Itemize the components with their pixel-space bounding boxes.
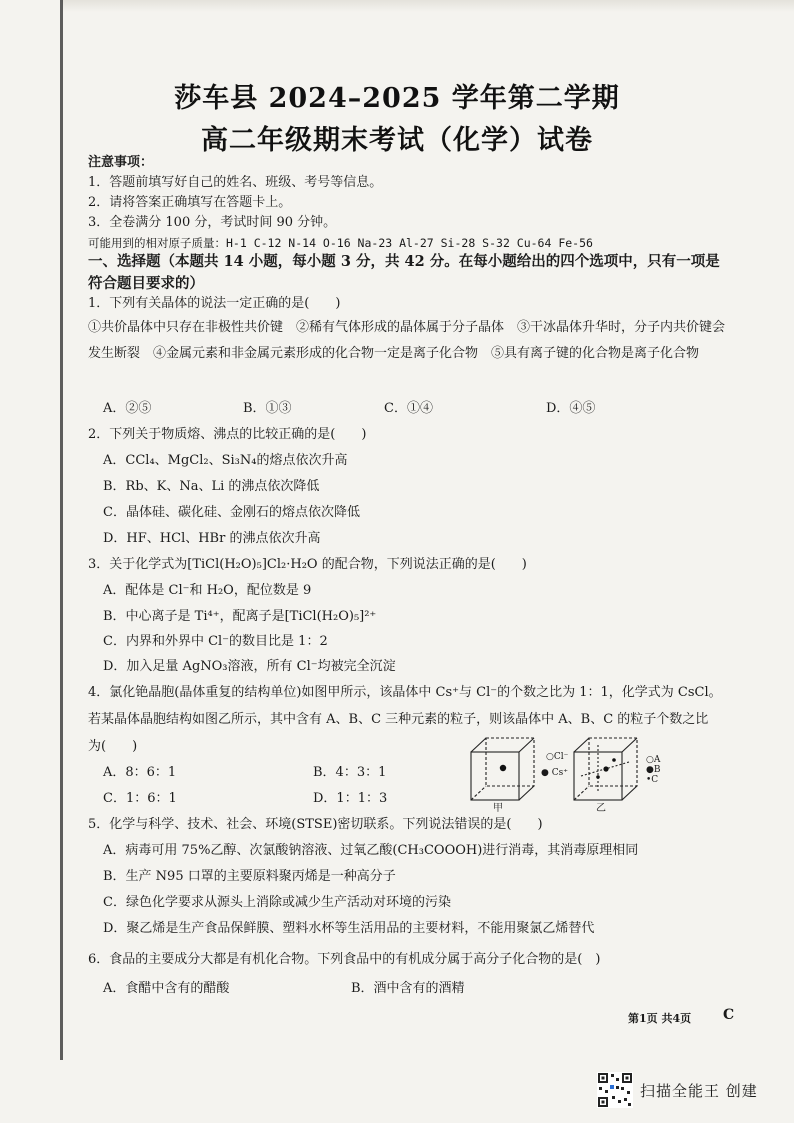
note-item: 2．请将答案正确填写在答题卡上。: [88, 195, 292, 210]
q3-option-d: D．加入足量 AgNO₃溶液，所有 Cl⁻均被完全沉淀: [103, 659, 396, 674]
q6-stem: 6．食品的主要成分大都是有机化合物。下列食品中的有机成分属于高分子化合物的是( ): [88, 952, 601, 967]
cs-ion-dot: [500, 765, 506, 771]
q2-stem: 2．下列关于物质熔、沸点的比较正确的是( ): [88, 427, 367, 442]
b-particle-dot: [603, 766, 608, 771]
q4-option-a: A．8：6：1: [103, 765, 177, 780]
q3-option-b: B．中心离子是 Ti⁴⁺，配离子是[TiCl(H₂O)₅]²⁺: [103, 609, 377, 624]
q4-option-b: B．4：3：1: [313, 765, 387, 780]
q4-option-d: D．1：1：3: [313, 791, 388, 806]
q6-option-b: B．酒中含有的酒精: [351, 981, 465, 996]
q1-stem: 1．下列有关晶体的说法一定正确的是( ): [88, 296, 341, 311]
q4-stem-line3: 为( ): [88, 739, 138, 754]
q2-option-d: D．HF、HCl、HBr 的沸点依次升高: [103, 531, 321, 546]
scan-left-edge: [60, 0, 63, 1060]
q4-option-c: C．1：6：1: [103, 791, 177, 806]
page-mark: C: [723, 1007, 735, 1023]
page-number: 第1页 共4页: [628, 1012, 692, 1025]
exam-title-line2: 高二年级期末考试（化学）试卷: [201, 125, 593, 156]
exam-title-line1: 莎车县 2024–2025 学年第二学期: [174, 83, 620, 114]
qr-code-icon: [597, 1072, 633, 1108]
scan-top-edge: [62, 0, 794, 12]
legend-cl: ○Cl⁻: [546, 752, 569, 762]
legend-c: •C: [646, 775, 659, 785]
q2-option-b: B．Rb、K、Na、Li 的沸点依次降低: [103, 479, 320, 494]
q4-stem-line2: 若某晶体晶胞结构如图乙所示，其中含有 A、B、C 三种元素的粒子，则该晶体中 A、B、C 的粒子个数之比: [88, 712, 709, 727]
q1-option-c: C．①④: [384, 401, 433, 416]
q5-option-d: D．聚乙烯是生产食品保鲜膜、塑料水杯等生活用品的主要材料，不能用聚氯乙烯替代: [103, 921, 595, 936]
note-item: 1．答题前填写好自己的姓名、班级、考号等信息。: [88, 175, 383, 190]
legend-b: ●B: [646, 765, 661, 775]
legend-a: ○A: [646, 755, 661, 765]
figure-caption-yi: 乙: [596, 803, 606, 814]
q5-option-a: A．病毒可用 75%乙醇、次氯酸钠溶液、过氧乙酸(CH₃COOOH)进行消毒，其消毒原理相同: [103, 843, 639, 858]
q1-option-d: D．④⑤: [546, 401, 596, 416]
c-particle-dot: [596, 775, 600, 779]
q4-stem-line1: 4．氯化铯晶胞(晶体重复的结构单位)如图甲所示，该晶体中 Cs⁺与 Cl⁻的个数之比为 1：1，化学式为 CsCl。: [88, 685, 722, 700]
q1-option-a: A．②⑤: [103, 401, 152, 416]
q3-option-c: C．内界和外界中 Cl⁻的数目比是 1：2: [103, 634, 328, 649]
q6-option-a: A．食醋中含有的醋酸: [103, 981, 230, 996]
notes-heading: 注意事项：: [88, 155, 154, 170]
q3-option-a: A．配体是 Cl⁻和 H₂O，配位数是 9: [103, 583, 312, 598]
note-item: 3．全卷满分 100 分，考试时间 90 分钟。: [88, 215, 337, 230]
q5-stem: 5．化学与科学、技术、社会、环境(STSE)密切联系。下列说法错误的是( ): [88, 817, 543, 832]
figure-caption-jia: 甲: [493, 803, 503, 814]
c-particle-dot: [612, 758, 616, 762]
atomic-masses: 可能用到的相对原子质量：H-1 C-12 N-14 O-16 Na-23 Al-27 Si-28 S-32 Cu-64 Fe-56: [88, 236, 593, 250]
q5-option-c: C．绿色化学要求从源头上消除或减少生产活动对环境的污染: [103, 895, 451, 910]
q1-body: ①共价晶体中只存在非极性共价键 ②稀有气体形成的晶体属于分子晶体 ③干冰晶体升华时，分子内共价键会发生断裂 ④金属元素和非金属元素形成的化合物一定是离子化合物 ⑤具有离子键的化合物是离子化合物: [88, 320, 726, 361]
q1-option-b: B．①③: [243, 401, 292, 416]
q2-option-a: A．CCl₄、MgCl₂、Si₃N₄的熔点依次升高: [103, 453, 348, 468]
scanner-watermark: 扫描全能王 创建: [640, 1082, 758, 1100]
q2-option-c: C．晶体硅、碳化硅、金刚石的熔点依次降低: [103, 505, 360, 520]
legend-cs: ● Cs⁺: [541, 768, 568, 778]
q5-option-b: B．生产 N95 口罩的主要原料聚丙烯是一种高分子: [103, 869, 396, 884]
section1-heading: 一、选择题（本题共 14 小题，每小题 3 分，共 42 分。在每小题给出的四个选项中，只有一项是符合题目要求的）: [88, 253, 720, 292]
q3-stem: 3．关于化学式为[TiCl(H₂O)₅]Cl₂·H₂O 的配合物，下列说法正确的是( ): [88, 557, 527, 572]
